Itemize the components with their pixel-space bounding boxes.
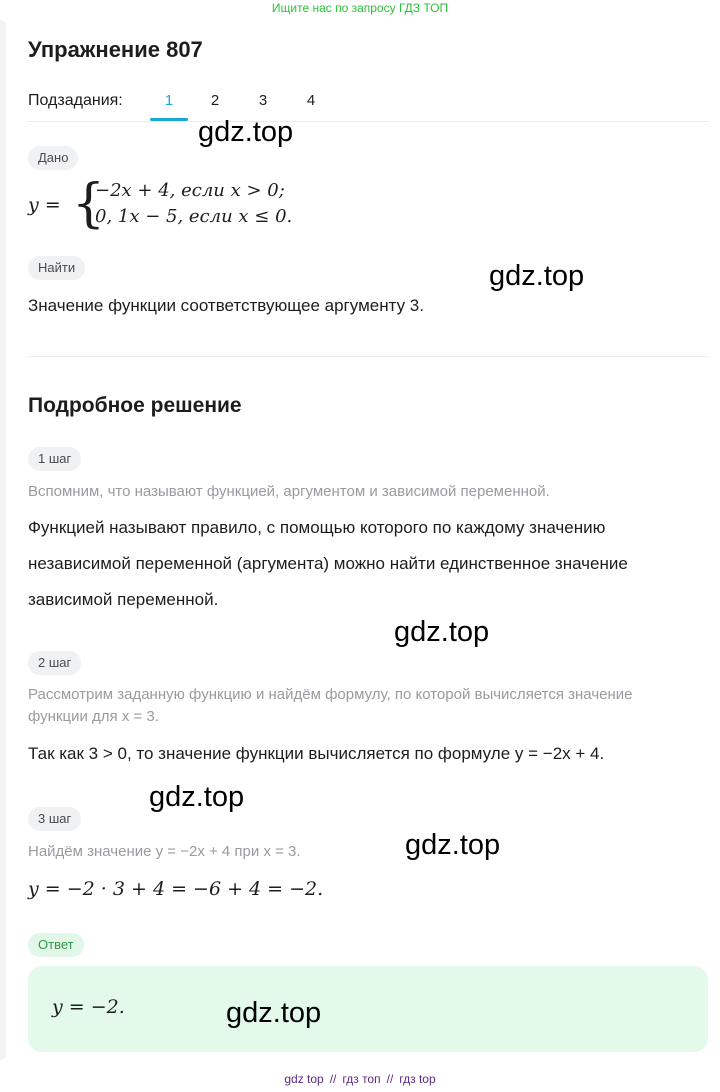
- active-tab-underline: [150, 118, 188, 121]
- page-title: Упражнение 807: [28, 37, 203, 62]
- find-text: Значение функции соответствующее аргументу 3.: [28, 296, 424, 315]
- answer-box: [28, 966, 708, 1052]
- answer-pill: Ответ: [28, 933, 84, 957]
- step-1-hint: Вспомним, что называют функцией, аргументом и зависимой переменной.: [28, 483, 550, 500]
- step-3-hint: Найдём значение y = −2x + 4 при x = 3.: [28, 843, 301, 860]
- side-rule: [0, 20, 6, 1060]
- tab-1[interactable]: 1: [164, 92, 174, 109]
- separator: //: [329, 1072, 337, 1086]
- tab-3[interactable]: 3: [258, 92, 268, 109]
- step-3-body: y = −2 · 3 + 4 = −6 + 4 = −2.: [28, 878, 324, 900]
- bottom-link[interactable]: гдз топ: [342, 1072, 381, 1086]
- watermark: gdz.top: [149, 781, 245, 813]
- separator: //: [386, 1072, 394, 1086]
- step-2-hint-line: Рассмотрим заданную функцию и найдём формулу, по которой вычисляется значение: [28, 686, 633, 703]
- left-brace-icon: {: [72, 174, 106, 234]
- tab-2[interactable]: 2: [210, 92, 220, 109]
- solution-title: Подробное решение: [28, 394, 242, 417]
- subtasks-bar: [28, 90, 708, 122]
- step-1-body-line: независимой переменной (аргумента) можно найти единственное значение: [28, 554, 628, 573]
- bottom-link[interactable]: гдз top: [399, 1072, 436, 1086]
- step-1-body-line: зависимой переменной.: [28, 590, 219, 609]
- bottom-link[interactable]: gdz top: [284, 1072, 324, 1086]
- given-case-2: 0, 1x − 5, если x ≤ 0.: [95, 206, 293, 227]
- watermark: gdz.top: [405, 829, 501, 861]
- find-pill: Найти: [28, 256, 85, 280]
- given-pill: Дано: [28, 146, 78, 170]
- given-lhs: y =: [28, 194, 61, 216]
- subtasks-label: Подзадания:: [28, 92, 123, 109]
- watermark: gdz.top: [394, 616, 490, 648]
- watermark: gdz.top: [489, 260, 585, 292]
- watermark: gdz.top: [198, 116, 294, 148]
- tab-4[interactable]: 4: [306, 92, 316, 109]
- step-2-pill: 2 шаг: [28, 651, 81, 675]
- step-1-body-line: Функцией называют правило, с помощью которого по каждому значению: [28, 518, 606, 537]
- answer-value: y = −2.: [52, 996, 125, 1018]
- step-2-body: Так как 3 > 0, то значение функции вычисляется по формуле y = −2x + 4.: [28, 744, 605, 763]
- bottom-banner: [0, 1072, 720, 1086]
- step-3-pill: 3 шаг: [28, 807, 81, 831]
- top-banner[interactable]: Ищите нас по запросу ГДЗ ТОП: [271, 1, 449, 15]
- step-2-hint-line: функции для x = 3.: [28, 708, 159, 725]
- divider: [28, 356, 708, 357]
- step-1-pill: 1 шаг: [28, 447, 81, 471]
- given-case-1: −2x + 4, если x > 0;: [95, 180, 285, 201]
- step-2-hint: [28, 684, 632, 728]
- watermark: gdz.top: [226, 997, 322, 1029]
- step-1-body: [28, 510, 708, 618]
